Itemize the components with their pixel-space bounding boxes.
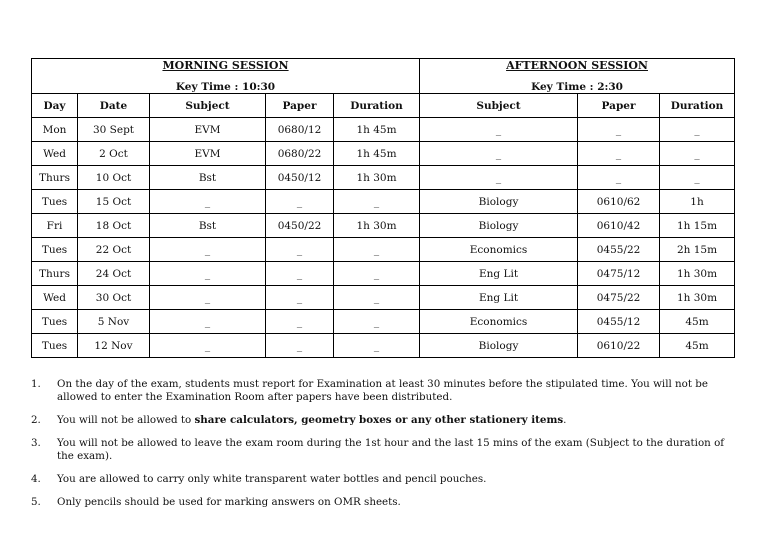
cell-morning-paper: _ (266, 190, 334, 214)
table-row (32, 214, 735, 238)
cell-date: 15 Oct (78, 190, 150, 214)
col-header-day: Day (32, 94, 78, 118)
rule-number: 2. (31, 414, 41, 426)
rule-text: . (563, 414, 567, 426)
cell-afternoon-paper: _ (578, 166, 660, 190)
cell-afternoon-duration: 1h 30m (660, 262, 735, 286)
cell-afternoon-subject: Eng Lit (420, 286, 578, 310)
table-row (32, 118, 735, 142)
cell-day: Thurs (32, 166, 78, 190)
morning-session-title: MORNING SESSION (162, 59, 289, 72)
col-header-morning-duration: Duration (334, 94, 420, 118)
col-header-afternoon-subject: Subject (420, 94, 578, 118)
table-row (32, 238, 735, 262)
cell-date: 24 Oct (78, 262, 150, 286)
table-row (32, 142, 735, 166)
cell-date: 2 Oct (78, 142, 150, 166)
cell-morning-subject: EVM (150, 142, 266, 166)
afternoon-session-title: AFTERNOON SESSION (506, 59, 648, 72)
cell-afternoon-subject: Biology (420, 190, 578, 214)
table-row (32, 286, 735, 310)
cell-afternoon-duration: 1h 30m (660, 286, 735, 310)
table-row (32, 262, 735, 286)
cell-morning-paper: _ (266, 286, 334, 310)
col-header-morning-subject: Subject (150, 94, 266, 118)
table-row (32, 166, 735, 190)
cell-morning-duration: _ (334, 334, 420, 358)
cell-morning-subject: _ (150, 310, 266, 334)
col-header-morning-paper: Paper (266, 94, 334, 118)
cell-morning-subject: _ (150, 190, 266, 214)
col-header-afternoon-paper: Paper (578, 94, 660, 118)
cell-afternoon-subject: Economics (420, 238, 578, 262)
cell-morning-paper: 0450/22 (266, 214, 334, 238)
cell-afternoon-paper: 0610/42 (578, 214, 660, 238)
cell-morning-paper: 0680/22 (266, 142, 334, 166)
rule-number: 1. (31, 378, 41, 390)
rule-text: You will not be allowed to leave the exam room during the 1st hour and the last 15 mins of the exam (Subject to the duration of the exam). (57, 437, 725, 462)
cell-afternoon-paper: 0475/12 (578, 262, 660, 286)
cell-day: Thurs (32, 262, 78, 286)
cell-afternoon-paper: 0455/12 (578, 310, 660, 334)
cell-morning-subject: _ (150, 334, 266, 358)
table-row (32, 190, 735, 214)
cell-morning-subject: Bst (150, 214, 266, 238)
cell-morning-duration: _ (334, 190, 420, 214)
cell-afternoon-duration: _ (660, 118, 735, 142)
cell-day: Tues (32, 238, 78, 262)
cell-morning-subject: EVM (150, 118, 266, 142)
cell-afternoon-paper: 0610/62 (578, 190, 660, 214)
cell-date: 30 Sept (78, 118, 150, 142)
morning-session-header (32, 59, 420, 94)
cell-day: Wed (32, 286, 78, 310)
cell-afternoon-subject: _ (420, 166, 578, 190)
exam-timetable (31, 58, 735, 358)
cell-afternoon-paper: _ (578, 118, 660, 142)
table-row (32, 310, 735, 334)
col-header-afternoon-duration: Duration (660, 94, 735, 118)
cell-morning-duration: 1h 30m (334, 214, 420, 238)
cell-date: 22 Oct (78, 238, 150, 262)
cell-afternoon-subject: Biology (420, 334, 578, 358)
cell-morning-duration: _ (334, 262, 420, 286)
cell-afternoon-subject: Eng Lit (420, 262, 578, 286)
cell-morning-subject: _ (150, 238, 266, 262)
rule-item (31, 414, 731, 427)
cell-morning-duration: _ (334, 238, 420, 262)
cell-morning-subject: _ (150, 262, 266, 286)
cell-afternoon-duration: 2h 15m (660, 238, 735, 262)
cell-day: Mon (32, 118, 78, 142)
cell-morning-subject: _ (150, 286, 266, 310)
cell-afternoon-duration: _ (660, 166, 735, 190)
column-header-row (32, 94, 735, 118)
cell-morning-paper: _ (266, 334, 334, 358)
cell-date: 30 Oct (78, 286, 150, 310)
afternoon-key-time: Key Time : 2:30 (531, 81, 623, 93)
cell-morning-paper: _ (266, 238, 334, 262)
cell-date: 10 Oct (78, 166, 150, 190)
cell-day: Tues (32, 334, 78, 358)
col-header-date: Date (78, 94, 150, 118)
rule-item (31, 437, 731, 463)
rule-text: On the day of the exam, students must report for Examination at least 30 minutes before the stipulated time. You will not be allowed to enter the Examination Room after papers have been distributed. (57, 378, 708, 403)
cell-day: Tues (32, 190, 78, 214)
rule-text: Only pencils should be used for marking answers on OMR sheets. (57, 496, 401, 508)
rule-text: You are allowed to carry only white transparent water bottles and pencil pouches. (57, 473, 487, 485)
cell-afternoon-subject: _ (420, 142, 578, 166)
rule-item (31, 378, 731, 404)
table-row (32, 334, 735, 358)
rule-item (31, 473, 731, 486)
cell-morning-duration: 1h 45m (334, 142, 420, 166)
cell-afternoon-duration: 1h 15m (660, 214, 735, 238)
cell-morning-paper: _ (266, 262, 334, 286)
rule-number: 5. (31, 496, 41, 508)
cell-morning-duration: 1h 30m (334, 166, 420, 190)
cell-date: 12 Nov (78, 334, 150, 358)
cell-afternoon-duration: 45m (660, 334, 735, 358)
cell-day: Fri (32, 214, 78, 238)
cell-afternoon-subject: _ (420, 118, 578, 142)
cell-date: 18 Oct (78, 214, 150, 238)
cell-afternoon-paper: 0475/22 (578, 286, 660, 310)
cell-morning-subject: Bst (150, 166, 266, 190)
cell-morning-paper: 0450/12 (266, 166, 334, 190)
rule-item (31, 496, 731, 509)
rule-number: 3. (31, 437, 41, 449)
cell-morning-duration: _ (334, 286, 420, 310)
cell-afternoon-paper: 0455/22 (578, 238, 660, 262)
cell-afternoon-duration: 1h (660, 190, 735, 214)
cell-afternoon-duration: _ (660, 142, 735, 166)
cell-afternoon-subject: Biology (420, 214, 578, 238)
cell-afternoon-paper: 0610/22 (578, 334, 660, 358)
rule-number: 4. (31, 473, 41, 485)
cell-date: 5 Nov (78, 310, 150, 334)
cell-afternoon-duration: 45m (660, 310, 735, 334)
rule-text: You will not be allowed to (57, 414, 195, 426)
rule-emphasis: share calculators, geometry boxes or any other stationery items (194, 414, 564, 426)
cell-afternoon-paper: _ (578, 142, 660, 166)
cell-morning-paper: 0680/12 (266, 118, 334, 142)
cell-day: Wed (32, 142, 78, 166)
cell-afternoon-subject: Economics (420, 310, 578, 334)
cell-morning-duration: _ (334, 310, 420, 334)
afternoon-session-header (420, 59, 735, 94)
morning-key-time: Key Time : 10:30 (175, 81, 276, 93)
cell-day: Tues (32, 310, 78, 334)
cell-morning-paper: _ (266, 310, 334, 334)
cell-morning-duration: 1h 45m (334, 118, 420, 142)
exam-rules-list (31, 378, 731, 519)
